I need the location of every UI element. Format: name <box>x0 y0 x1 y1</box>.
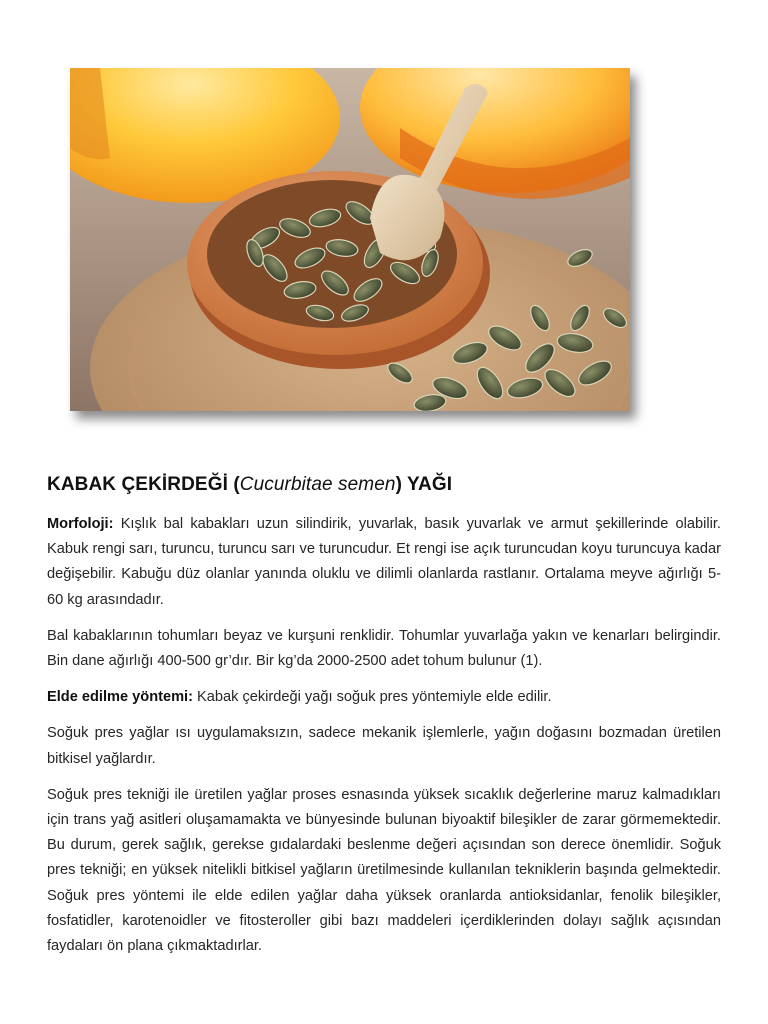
paragraph-cold-press-benefits <box>47 783 721 959</box>
paragraph-label: Morfoloji: <box>47 516 114 532</box>
paragraph-method <box>47 685 721 710</box>
title-prefix: KABAK ÇEKİRDEĞİ ( <box>47 474 240 495</box>
title-suffix: ) YAĞI <box>395 474 453 495</box>
paragraph-text: Kabak çekirdeği yağı soğuk pres yöntemiyle elde edilir. <box>192 689 552 706</box>
paragraph-morphology <box>47 512 721 613</box>
paragraph-text: Kışlık bal kabakları uzun silindirik, yuvarlak, basık yuvarlak ve armut şekillerinde olabilir. Kabuk rengi sarı, turuncu, turuncu sarı ve turuncudur. Et rengi ise açık turuncudan koyu turuncuya kadar değişebilir. Kabuğu düz olanlar yanında oluklu ve dilimli olanlarda rastlanır. Ortalama meyve ağırlığı 5-60 kg arasındadır. <box>47 516 721 608</box>
photo-illustration <box>70 68 630 411</box>
paragraph-text: Soğuk pres tekniği ile üretilen yağlar proses esnasında yüksek sıcaklık değerlerine maruz kalmadıkları için trans yağ asitleri oluşamamakta ve bünyesinde bulunan biyoaktif bileşikler de zarar görmemektedir. Bu durum, gerek sağlık, gerekse gıdalardaki beslenme değeri açısından son derece önemlidir. Soğuk pres tekniği; en yüksek nitelikli bitkisel yağların üretilmesinde kullanılan tekniklerin başında gelmektedir. Soğuk pres yöntemi ile elde edilen yağlar daha yüksek oranlarda antioksidanlar, fenolik bileşikler, fosfatidler, karotenoidler ve fitosteroller gibi bazı maddeleri içerdiklerinden dolayı sağlık açısından faydaları ön plana çıkmaktadırlar. <box>47 786 721 955</box>
pumpkin-seeds-photo <box>70 68 630 411</box>
paragraph-seeds <box>47 624 721 674</box>
document-body <box>47 512 721 970</box>
document-title <box>47 474 452 496</box>
paragraph-cold-press-definition <box>47 721 721 771</box>
paragraph-text: Soğuk pres yağlar ısı uygulamaksızın, sadece mekanik işlemlerle, yağın doğasını bozmadan üretilen bitkisel yağlardır. <box>47 725 721 767</box>
paragraph-text: Bal kabaklarının tohumları beyaz ve kurşuni renklidir. Tohumlar yuvarlağa yakın ve kenarları belirgindir. Bin dane ağırlığı 400-500 gr’dır. Bir kg’da 2000-2500 adet tohum bulunur (1). <box>47 627 721 670</box>
paragraph-label: Elde edilme yöntemi: <box>47 689 193 706</box>
title-latin-name: Cucurbitae semen <box>239 474 396 495</box>
